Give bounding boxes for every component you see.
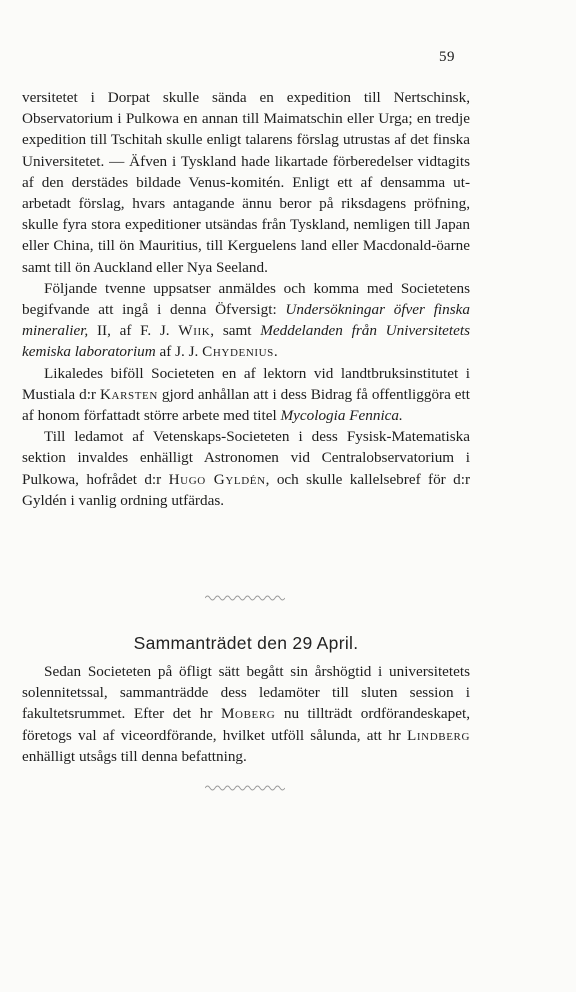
paragraph-3-text: gjord anhållan att i dess Bidrag få offentliggöra ett af honom författadt större arbete med titel	[22, 385, 470, 425]
paragraph-2-intro: Följande tvenne uppsatser anmäldes och komma med Societetens begifvande att ingå i denna Öfversigt:	[22, 279, 470, 319]
wavy-divider-icon	[205, 784, 285, 792]
publication-title-2: Meddelanden från Universitetets kemiska laboratorium	[22, 322, 471, 361]
paragraph-2-text: .	[273, 343, 278, 361]
author-name-chydenius: Chydenius	[202, 343, 274, 361]
person-name-lindberg: Lindberg	[407, 726, 470, 744]
publication-title-3: Mycologia Fennica.	[280, 407, 403, 425]
paragraph-1: versitetet i Dorpat skulle sända en expedition till Nertschinsk, Observatorium i Pulkowa en annan till Maimatschin eller Urga; en tredje expedition till Tschitah skulle enligt talarens förslag utrustas af det finska Universitetet. — Äfven i Tyskland hade likartade förberedelser vidtagits af den derstädes bildade Venus-komitén. Enligt ett af densamma utarbetadt förslag, hvars antagande ännu beror på riksdagens pröfning, skulle fyra stora expeditioner utsändas från Tyskland, nemligen till Japan eller China, till ön Mauritius, till Kerguelens land eller Macdonald-öarne samt till ön Auckland eller Nya Seeland.	[22, 89, 470, 276]
paragraph-2-text: af J. J.	[155, 343, 203, 361]
section-text-block	[22, 661, 470, 767]
section-paragraph-intro: Sedan Societeten på öfligt sätt begått sin årshögtid i universitetets solennitetssal, sammanträdde dess ledamöter till sluten session i fakultetsrummet. Efter det hr	[22, 663, 470, 723]
section-heading: Sammanträdet den 29 April.	[133, 633, 359, 653]
section-paragraph-text: enhälligt utsågs till denna befattning.	[22, 747, 247, 765]
paragraph-4-intro: Till ledamot af Vetenskaps-Societeten i dess Fysisk-Matematiska sektion invaldes enhälligt Astronomen vid Centralobservatorium i Pulkowa, hofrådet d:r	[22, 428, 470, 488]
paragraph-2-text: , samt	[210, 322, 261, 340]
person-name-moberg: Moberg	[220, 705, 276, 723]
publication-title-1: Undersökningar öfver finska mineralier,	[22, 301, 470, 340]
main-text-block	[22, 87, 470, 511]
author-name-wiik: Wiik	[178, 322, 211, 340]
paragraph-3-intro: Likaledes biföll Societeten en af lektorn vid landtbruksinstitutet i Mustiala d:r	[22, 364, 470, 403]
paragraph-3	[22, 363, 470, 427]
wavy-divider-icon	[205, 594, 285, 602]
person-name-karsten: Karsten	[99, 385, 158, 403]
section-paragraph-1	[22, 661, 470, 767]
paragraph-2	[22, 278, 470, 363]
paragraph-4-text: , och skulle kallelsebref för d:r Gyldén i vanlig ordning utfärdas.	[22, 470, 470, 509]
person-name-gylden: Hugo Gyldén	[168, 470, 266, 488]
section-paragraph-text: nu tillträdt ordförandeskapet, företogs val af viceordförande, hvilket utföll sålunda, att hr	[22, 705, 471, 744]
paragraph-4	[22, 426, 470, 511]
paragraph-2-text: II, af F. J.	[88, 322, 179, 340]
page-number: 59	[439, 49, 455, 65]
